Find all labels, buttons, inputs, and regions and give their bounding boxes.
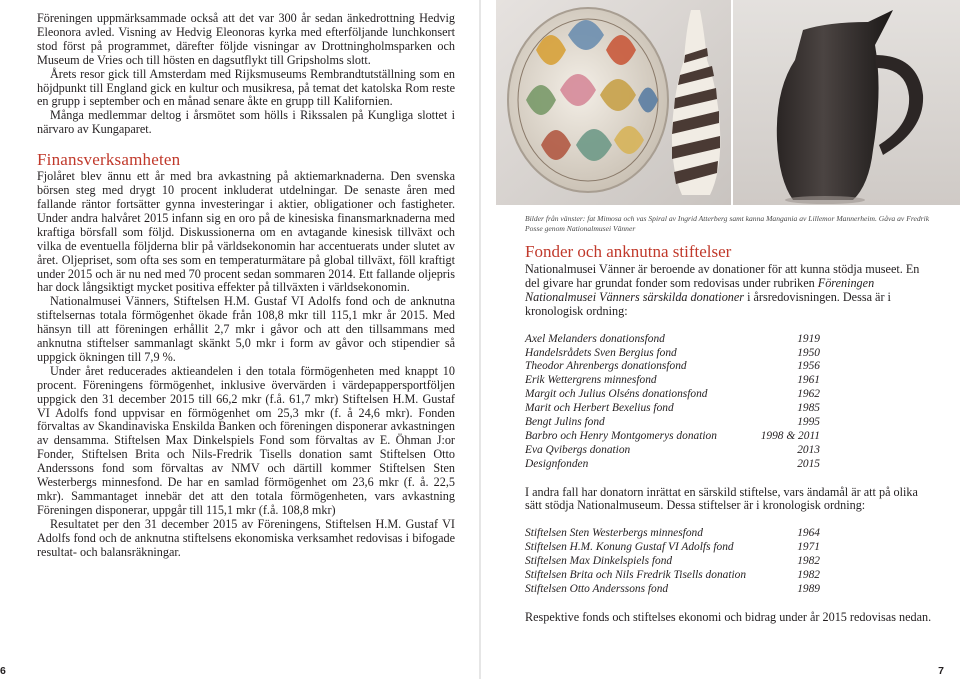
right-text-column: [525, 243, 935, 625]
donation-name: Designfonden: [525, 457, 589, 470]
ceramics-photo-plate-and-vase: [496, 0, 731, 205]
foundation-year: 1982: [797, 569, 820, 582]
photo-caption: Bilder från vänster: fat Mimosa och vas Spiral av Ingrid Atterberg samt kanna Mangania av Lillemor Mannerheim. Gåva av Fredrik Posse genom Nationalmusei Vänner: [525, 214, 930, 233]
donation-year: 1956: [797, 360, 820, 373]
foundation-name: Stiftelsen Otto Anderssons fond: [525, 582, 669, 595]
donation-name: Handelsrådets Sven Bergius fond: [525, 346, 677, 359]
funds-intro-italic: Föreningen Nationalmusei Vänners särskilda donationer: [525, 275, 875, 304]
donation-name: Bengt Julins fond: [525, 415, 605, 428]
list-item: [525, 458, 935, 472]
list-item: [525, 333, 935, 347]
paragraph-portfolio: Under året reducerades aktieandelen i den totala förmögenheten med knappt 10 procent. Föreningens förmögenhet, inklusive övervärden i värdepappersportföljen uppgick den 31 december 2015 till 66,2 mkr (f.å. 61,7 mkr) Stiftelsen H.M. Gustaf VI Adolfs fond uppvisar en förmögenhet om 25,3 mkr (f. å 24,6 mkr). Fonden förvaltas av Skandinaviska Enskilda Banken och föreningen disponerar avkastningen av densamma. Stiftelsen Max Dinkelspiels Fond som förvaltas av E. Öhman J:or Fonder, Stiftelsen Brita och Nils-Fredrik Tisells donation samt Stiftelsen Otto Anderssons fond som förvaltas av NMV och därtill kommer Stiftelsen Sten Westerbergs minnesfond. De har en samlad förmögenhet om 23,6 mkr (f. å. 22,5 mkr). Sammantaget innebär det att den totala förmögenheten, vars avkastning Föreningen disponerar, uppgår till 115,1 mkr (f.å. 108,8 mkr): [37, 363, 455, 517]
donation-name: Margit och Julius Olséns donationsfond: [525, 388, 708, 401]
foundation-name: Stiftelsen Brita och Nils Fredrik Tisells donation: [525, 569, 747, 582]
donation-list: [525, 333, 935, 472]
paragraph-travels: Årets resor gick till Amsterdam med Rijksmuseums Rembrandtutställning som en höjdpunkt till England gick en kultur och musikresa, på temat det katolska Rom reste en grupp i september och en månad senare åkte en grupp till Kalifornien.: [37, 66, 455, 109]
list-item: [525, 555, 935, 569]
paragraph-closing: Respektive fonds och stiftelses ekonomi och bidrag under år 2015 redovisas nedan.: [525, 609, 932, 624]
plate-vase-illustration: [496, 0, 731, 205]
funds-intro-text: Nationalmusei Vänner är beroende av donationer för att kunna stödja museet. En del givare har grundat fonder som redovisas under rubriken: [525, 262, 920, 290]
donation-name: Theodor Ahrenbergs donationsfond: [525, 360, 687, 373]
list-item: [525, 583, 935, 597]
donation-year: 1998 & 2011: [760, 429, 820, 442]
paragraph-result: Resultatet per den 31 december 2015 av Föreningens, Stiftelsen H.M. Gustaf VI Adolfs fond och de anknutna stiftelsens ekonomiska verksamhet redovisas i bifogade resultat- och balansräkningar.: [37, 516, 455, 559]
donation-year: 1919: [797, 332, 820, 345]
donation-year: 1985: [797, 402, 820, 415]
donation-year: 1995: [797, 415, 820, 428]
donation-name: Erik Wettergrens minnesfond: [525, 374, 657, 387]
list-item: [525, 541, 935, 555]
list-item: [525, 416, 935, 430]
donation-name: Barbro och Henry Montgomerys donation: [525, 429, 717, 442]
list-item: [525, 444, 935, 458]
foundation-name: Stiftelsen Max Dinkelspiels fond: [525, 555, 673, 568]
donation-year: 1962: [797, 388, 820, 401]
left-text-column: [37, 12, 455, 560]
ceramics-photo-jug: [733, 0, 960, 205]
foundation-year: 1982: [797, 555, 820, 568]
list-item: [525, 402, 935, 416]
list-item: [525, 388, 935, 402]
donation-name: Axel Melanders donationsfond: [525, 332, 665, 345]
foundation-list: [525, 527, 935, 596]
foundation-year: 1989: [797, 582, 820, 595]
donation-year: 1961: [797, 374, 820, 387]
paragraph-assets: Nationalmusei Vänners, Stiftelsen H.M. Gustaf VI Adolfs fond och de anknutna stiftelsernas totala förmögenhet ökade från 108,8 mkr till 115,1 mkr år 2015. Med hänsyn till att föreningen erhållit 2,7 mkr i gåvor och att den tillsammans med anknutna stiftelser sammanlagt skänkt 5,0 mkr i form av gåvor och stipendier så uppgick ökningen till 7,9 %.: [37, 294, 455, 364]
list-item: [525, 360, 935, 374]
foundation-year: 1971: [797, 541, 820, 554]
donation-year: 1950: [797, 346, 820, 359]
donation-year: 2013: [797, 443, 820, 456]
donation-name: Marit och Herbert Bexelius fond: [525, 402, 674, 415]
foundation-name: Stiftelsen H.M. Konung Gustaf VI Adolfs fond: [525, 541, 734, 554]
paragraph-anniversary: Föreningen uppmärksammade också att det var 300 år sedan änkedrottning Hedvig Eleonora avled. Visning av Hedvig Eleonoras kyrka med efterföljande lunchkonsert stod först på programmet, därefter följde visningar av Drottningholmsparken och Museum de Vries och till hösten en dagsutflykt till Gripsholms slott.: [37, 11, 455, 67]
list-item: [525, 347, 935, 361]
foundation-year: 1964: [797, 527, 820, 540]
paragraph-annual-meeting: Många medlemmar deltog i årsmötet som hölls i Rikssalen på Kungliga slottet i närvaro av Kungaparet.: [37, 108, 455, 137]
list-item: [525, 374, 935, 388]
list-item: [525, 527, 935, 541]
paragraph-funds-intro: [525, 263, 935, 319]
foundation-name: Stiftelsen Sten Westerbergs minnesfond: [525, 527, 703, 540]
list-item: [525, 430, 935, 444]
section-heading-funds: Fonder och anknutna stiftelser: [525, 242, 732, 261]
list-item: [525, 569, 935, 583]
donation-year: 2015: [797, 457, 820, 470]
paragraph-foundations-intro: I andra fall har donatorn inrättat en särskild stiftelse, vars ändamål är att på olika sätt stödja Nationalmuseum. Dessa stiftelser är i kronologisk ordning:: [525, 484, 918, 513]
paragraph-markets: Fjolåret blev ännu ett år med bra avkastning på aktiemarknaderna. Den svenska börsen steg med drygt 10 procent inkluderat utdelningar. De senaste åren med fallande räntor fortsätter gynna investeringar i aktier, obligationer och fastigheter. Under andra halvåret 2015 infann sig en oro på de kinesiska finansmarknaderna med kraftiga börsfall som följd. Diskussionerna om en avtagande kinesisk tillväxt och vilka de eventuella följderna blir på världsekonomin har accentuerats under slutet av året. Oljepriset, som ofta ses som en temperaturmätare på global tillväxt, föll kraftigt under 2015 och är nu ned med 70 procent sedan sommaren 2014. Ett fallande oljepris har dock långsiktigt mycket positiva effekter på tillväxten i världsekonomin.: [37, 169, 455, 295]
donation-name: Eva Qvibergs donation: [525, 443, 631, 456]
page-number-left: 6: [0, 665, 6, 677]
jug-illustration: [733, 0, 960, 205]
section-heading-finance: Finansverksamheten: [37, 150, 181, 170]
page-number-right: 7: [938, 665, 944, 677]
funds-intro-text-end: i årsredovisningen. Dessa är i kronologisk ordning:: [525, 289, 891, 318]
